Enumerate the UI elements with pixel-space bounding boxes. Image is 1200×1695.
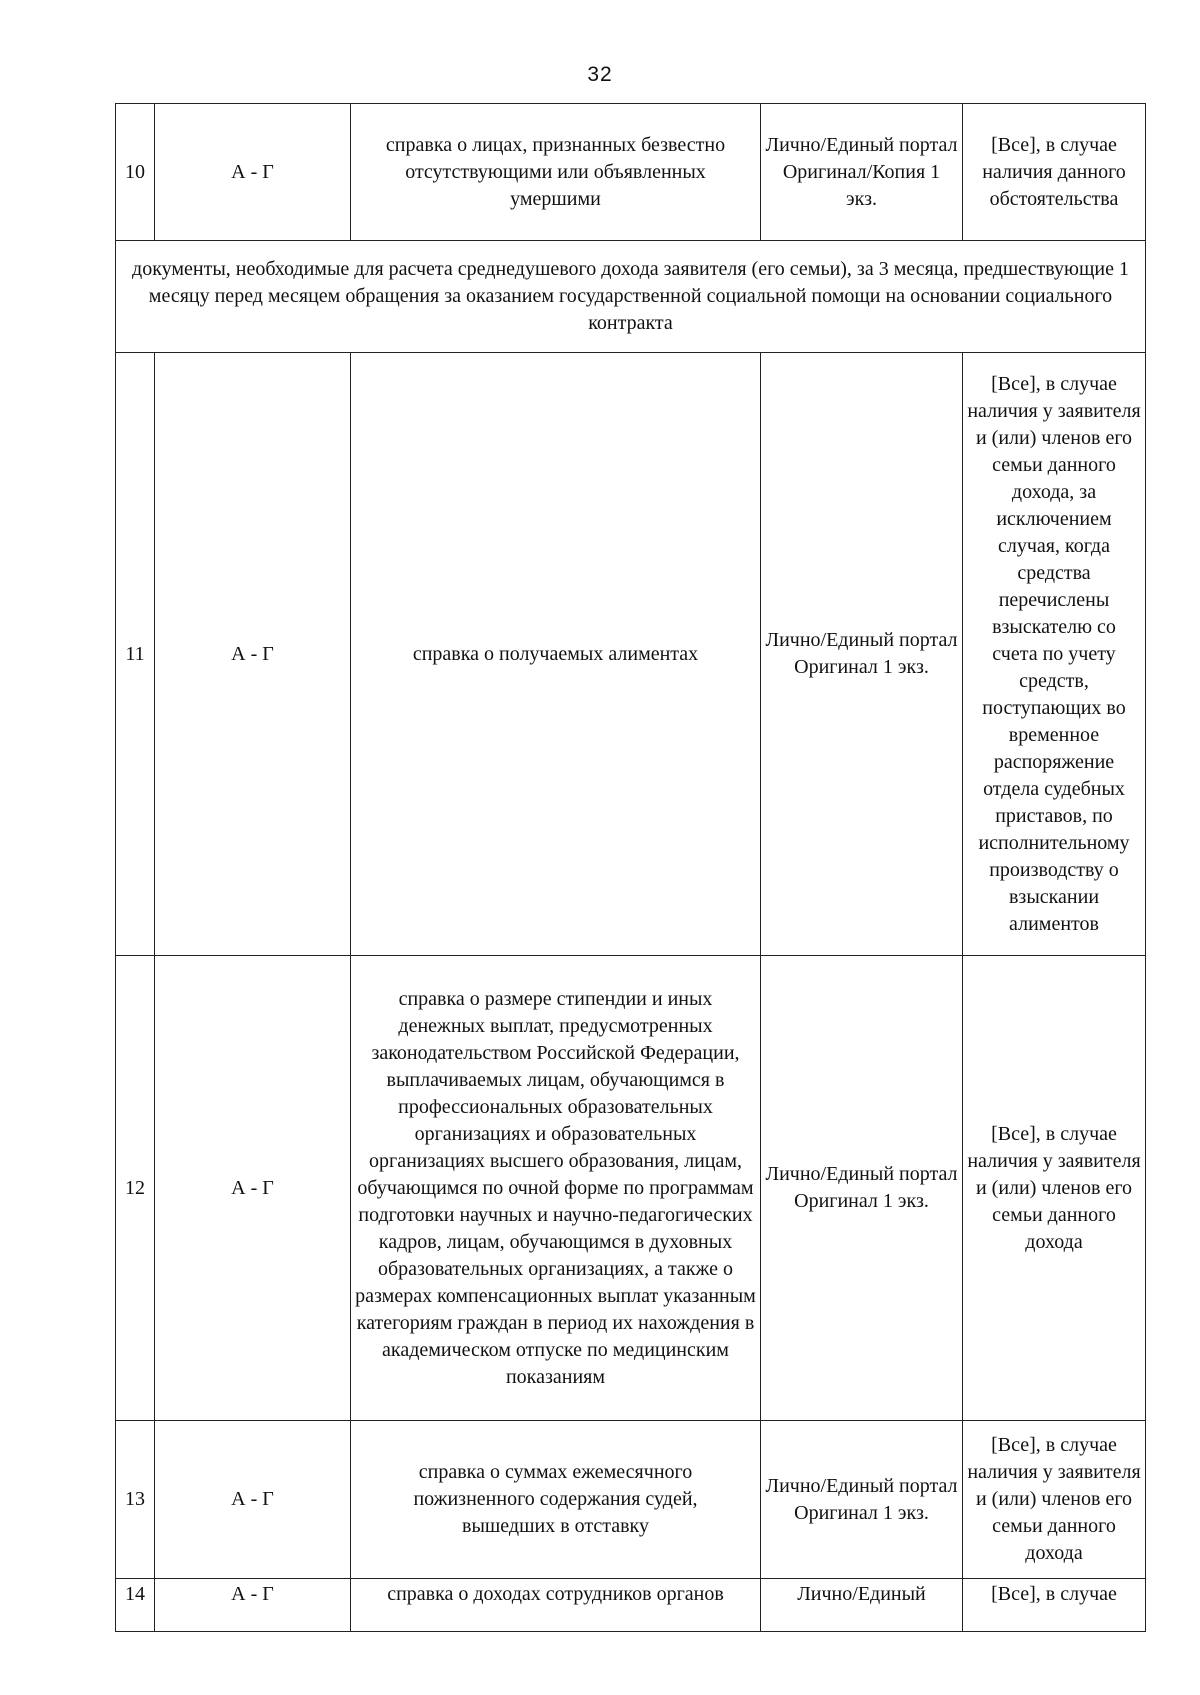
- row-method: Лично/Единый портал Оригинал 1 экз.: [761, 353, 963, 956]
- table-row: [116, 353, 1146, 956]
- row-method: Лично/Единый портал Оригинал 1 экз.: [761, 956, 963, 1421]
- section-heading: документы, необходимые для расчета среднедушевого дохода заявителя (его семьи), за 3 месяца, предшествующие 1 месяцу перед месяцем обращения за оказанием государственной социальной помощи на основании социального контракта: [116, 241, 1146, 353]
- row-method: Лично/Единый: [761, 1579, 963, 1632]
- row-category: А - Г: [155, 104, 351, 241]
- row-number: 12: [116, 956, 155, 1421]
- row-category: А - Г: [155, 1579, 351, 1632]
- documents-table: [115, 103, 1146, 1632]
- row-method: Лично/Единый портал Оригинал 1 экз.: [761, 1421, 963, 1579]
- row-condition: [Все], в случае наличия данного обстоятельства: [963, 104, 1146, 241]
- row-condition: [Все], в случае: [963, 1579, 1146, 1632]
- table-row: [116, 104, 1146, 241]
- row-category: А - Г: [155, 956, 351, 1421]
- row-document: справка о суммах ежемесячного пожизненного содержания судей, вышедших в отставку: [351, 1421, 761, 1579]
- row-document: справка о лицах, признанных безвестно отсутствующими или объявленных умершими: [351, 104, 761, 241]
- row-condition: [Все], в случае наличия у заявителя и (или) членов его семьи данного дохода, за исключением случая, когда средства перечислены взыскателю со счета по учету средств, поступающих во временное распоряжение отдела судебных приставов, по исполнительному производству о взыскании алиментов: [963, 353, 1146, 956]
- table-row: [116, 956, 1146, 1421]
- row-number: 13: [116, 1421, 155, 1579]
- row-document: справка о доходах сотрудников органов: [351, 1579, 761, 1632]
- section-header-row: [116, 241, 1146, 353]
- row-category: А - Г: [155, 353, 351, 956]
- row-method: Лично/Единый портал Оригинал/Копия 1 экз.: [761, 104, 963, 241]
- table-row: [116, 1421, 1146, 1579]
- row-number: 11: [116, 353, 155, 956]
- row-document: справка о размере стипендии и иных денежных выплат, предусмотренных законодательством Российской Федерации, выплачиваемых лицам, обучающимся в профессиональных образовательных организациях и образовательных организациях высшего образования, лицам, обучающимся по очной форме по программам подготовки научных и научно-педагогических кадров, лицам, обучающимся в духовных образовательных организациях, а также о размерах компенсационных выплат указанным категориям граждан в период их нахождения в академическом отпуске по медицинским показаниям: [351, 956, 761, 1421]
- row-condition: [Все], в случае наличия у заявителя и (или) членов его семьи данного дохода: [963, 1421, 1146, 1579]
- row-document: справка о получаемых алиментах: [351, 353, 761, 956]
- row-condition: [Все], в случае наличия у заявителя и (или) членов его семьи данного дохода: [963, 956, 1146, 1421]
- row-category: А - Г: [155, 1421, 351, 1579]
- row-number: 10: [116, 104, 155, 241]
- page-number: 32: [587, 63, 613, 86]
- row-number: 14: [116, 1579, 155, 1632]
- table-row: [116, 1579, 1146, 1632]
